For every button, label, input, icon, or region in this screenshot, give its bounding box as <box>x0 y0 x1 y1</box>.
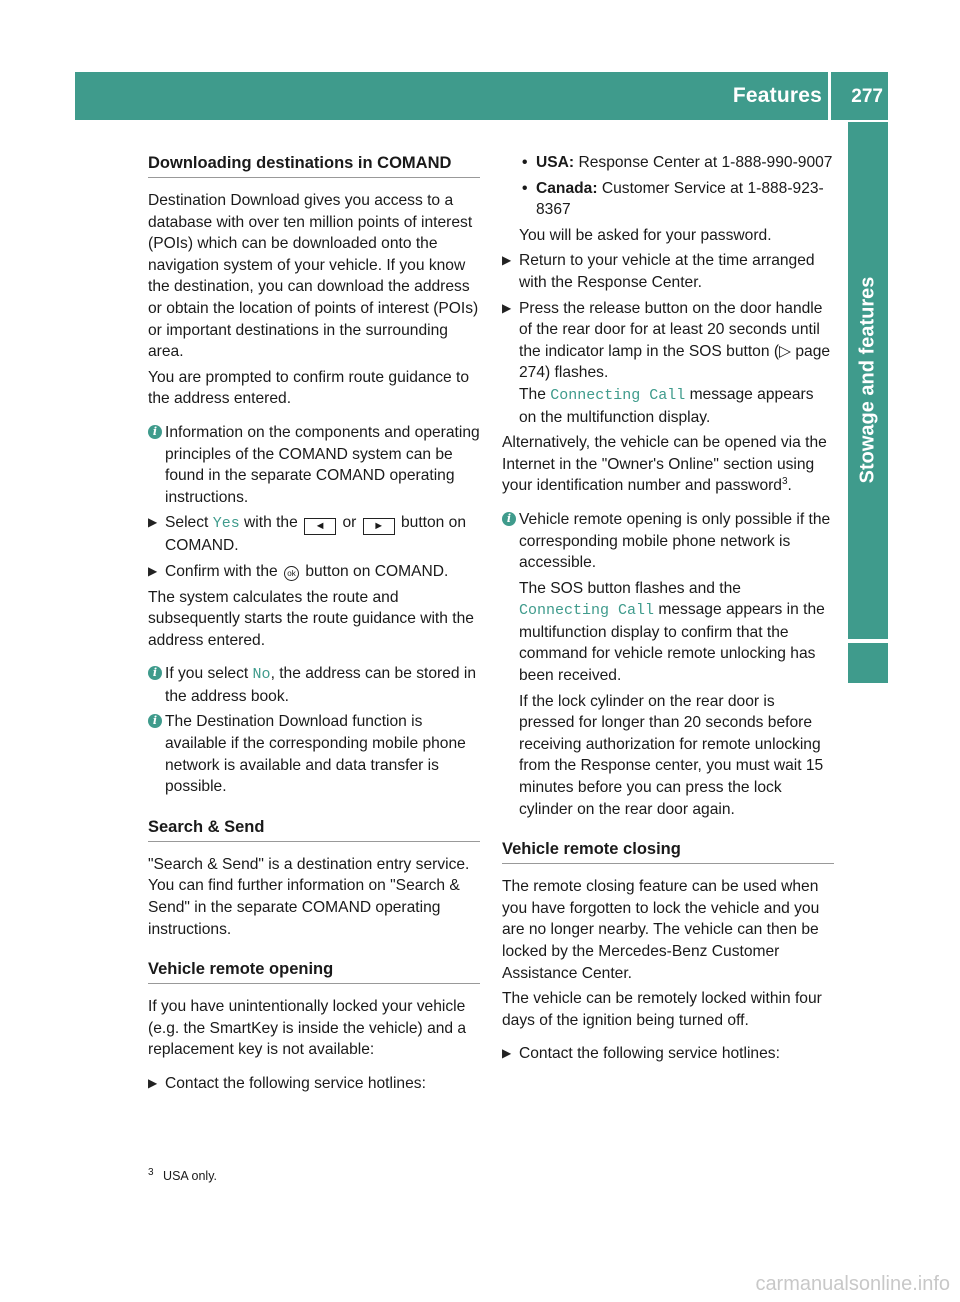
step-arrow-icon: ▶ <box>148 515 158 530</box>
paragraph: "Search & Send" is a destination entry service. You can find further information on "Search & Send" in the separate COMAND operating instructions. <box>148 855 470 938</box>
info-note: i If you select No, the address can be stored in the address book. <box>148 663 480 707</box>
right-column <box>502 152 834 1069</box>
info-note <box>502 509 834 574</box>
paragraph: Destination Download gives you access to a database with over ten million points of interest (POIs) which can be downloaded onto the navigation system of your vehicle. If you know the destination, you can download the address or obtain the location of points of interest (POIs) or important destinations in the surrounding area. <box>148 192 479 361</box>
list-item: • USA: Response Center at 1-888-990-9007 <box>519 152 834 174</box>
left-arrow-key-icon: ◄ <box>304 518 336 535</box>
info-note <box>148 711 480 797</box>
page-header <box>75 72 888 120</box>
step-item: ▶ Select Yes with the ◄ or ► button on COMAND. <box>148 514 467 555</box>
footnote-ref: 3 <box>781 476 788 488</box>
info-icon: i <box>148 425 162 439</box>
step-arrow-icon: ▶ <box>148 1076 158 1090</box>
info-subparagraph: The SOS button flashes and the Connecting Call message appears in the multifunction display to confirm that the command for vehicle remote unlocking has been received. <box>519 579 825 685</box>
step-item: ▶ Contact the following service hotlines: <box>148 1073 480 1095</box>
info-icon: i <box>148 666 162 680</box>
bullet-icon: • <box>522 179 528 197</box>
info-text: Vehicle remote opening is only possible if the corresponding mobile phone network is accessible. <box>519 510 831 572</box>
side-tab-label: Stowage and features <box>856 276 879 484</box>
header-divider <box>828 72 831 120</box>
side-tab-marker <box>848 643 888 683</box>
step-item: ▶ Contact the following service hotlines: <box>502 1043 834 1065</box>
footnote <box>148 1168 217 1184</box>
step-arrow-icon: ▶ <box>502 300 512 315</box>
info-subparagraph: If the lock cylinder on the rear door is pressed for longer than 20 seconds before receiving authorization for remote unlocking from the Response center, you must wait 15 minutes before you can press the lock cylinder on the rear door again. <box>519 692 824 818</box>
left-column <box>148 152 480 1099</box>
step-arrow-icon: ▶ <box>502 253 512 268</box>
footnote-text: USA only. <box>163 1169 218 1183</box>
ok-button-icon: ok <box>284 566 299 581</box>
header-title: Features <box>732 84 822 107</box>
info-icon: i <box>148 714 162 728</box>
paragraph: You will be asked for your password. <box>519 226 772 244</box>
info-icon: i <box>502 512 516 526</box>
display-text-connecting-call: Connecting Call <box>519 602 655 620</box>
paragraph: If you have unintentionally locked your vehicle (e.g. the SmartKey is inside the vehicle) and a replacement key is not available: <box>148 998 467 1059</box>
footnote-number: 3 <box>148 1166 154 1178</box>
step-item: ▶ Return to your vehicle at the time arranged with the Response Center. <box>502 252 815 291</box>
step-item: ▶ Confirm with the ok button on COMAND. <box>148 561 480 583</box>
watermark: carmanualsonline.info <box>755 1273 950 1295</box>
step-arrow-icon: ▶ <box>502 1046 512 1061</box>
section-heading-remote-closing: Vehicle remote closing <box>502 838 834 864</box>
section-heading-remote-opening: Vehicle remote opening <box>148 958 480 984</box>
paragraph: Alternatively, the vehicle can be opened via the Internet in the "Owner's Online" section using your identification number and password$^3$. <box>502 434 827 495</box>
section-heading-download: Downloading destinations in COMAND <box>148 152 480 178</box>
step-item: ▶ Press the release button on the door handle of the rear door for at least 20 seconds until the indicator lamp in the SOS button (▷ page 274) flashes. The Connecting Call message appears on the multifunction display. <box>502 299 831 426</box>
section-heading-search: Search & Send <box>148 816 480 842</box>
paragraph: The vehicle can be remotely locked within four days of the ignition being turned off. <box>502 990 822 1029</box>
display-text-yes: Yes <box>212 515 240 533</box>
paragraph: The system calculates the route and subsequently starts the route guidance with the address entered. <box>148 588 474 649</box>
bullet-icon: • <box>522 154 528 171</box>
info-note <box>148 422 480 508</box>
right-arrow-key-icon: ► <box>363 518 395 535</box>
info-text: The Destination Download function is available if the corresponding mobile phone network is available and data transfer is possible. <box>165 713 466 796</box>
step-arrow-icon: ▶ <box>148 563 158 578</box>
page-ref-icon: ▷ <box>779 342 792 360</box>
display-text-connecting-call: Connecting Call <box>550 386 686 404</box>
page-number: 277 <box>851 86 883 107</box>
paragraph: You are prompted to confirm route guidance to the address entered. <box>148 368 470 408</box>
paragraph: The remote closing feature can be used when you have forgotten to lock the vehicle and you are no longer nearby. The vehicle can then be locked by the Mercedes-Benz Customer Assistance Center. <box>502 878 820 982</box>
display-text-no: No <box>252 666 271 684</box>
list-item: • Canada: Customer Service at 1-888-923-8367 <box>522 179 824 219</box>
side-tab-label-wrap <box>848 122 888 639</box>
info-text: Information on the components and operating principles of the COMAND system can be found in the separate COMAND operating instructions. <box>165 423 480 506</box>
